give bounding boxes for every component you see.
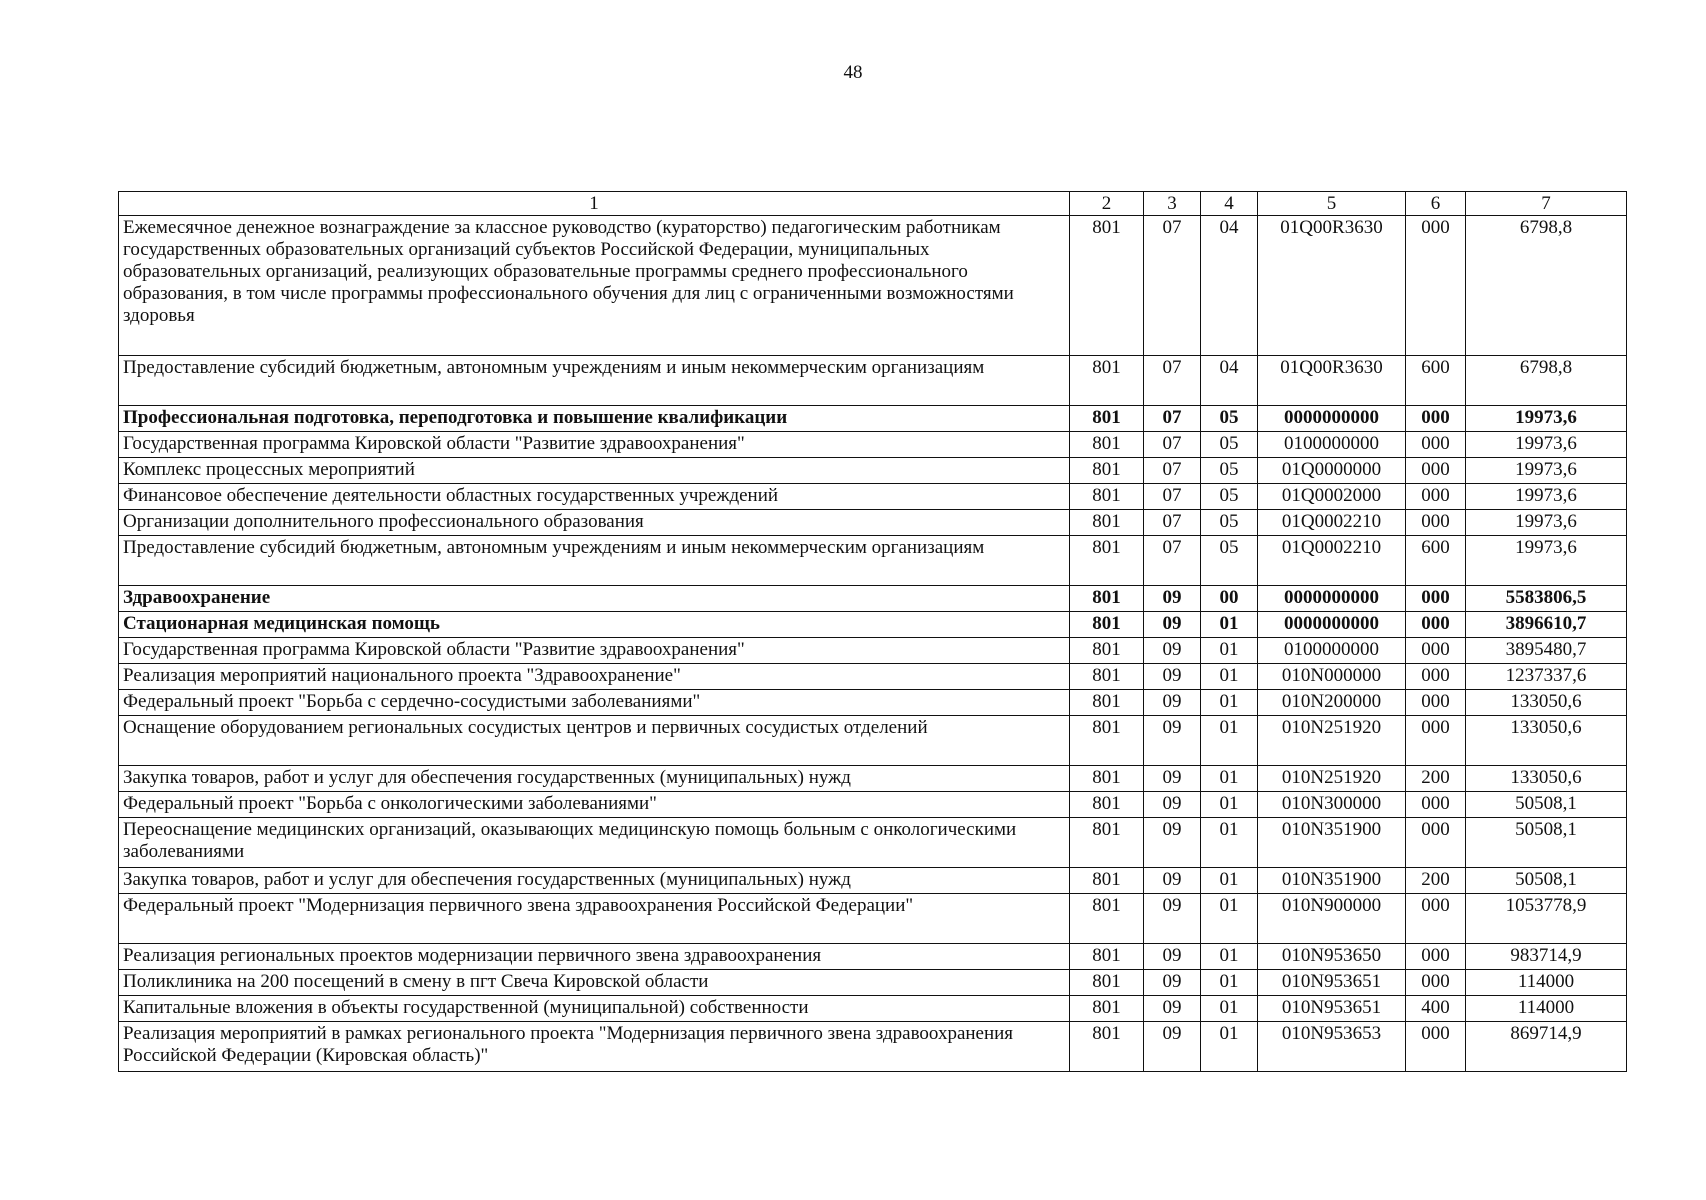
row-name-cell: Здравоохранение [119, 586, 1070, 612]
row-name-cell: Стационарная медицинская помощь [119, 612, 1070, 638]
row-admin-code-cell: 801 [1070, 944, 1144, 970]
table-row [119, 356, 1627, 406]
header-cell: 4 [1201, 192, 1258, 216]
row-target-code-cell: 01Q0002210 [1258, 536, 1406, 586]
table-row [119, 536, 1627, 586]
table-row [119, 638, 1627, 664]
row-section-cell: 09 [1144, 894, 1201, 944]
row-section-cell: 09 [1144, 612, 1201, 638]
table-row [119, 484, 1627, 510]
row-subsection-cell: 01 [1201, 868, 1258, 894]
table-body [119, 192, 1627, 1072]
row-expense-type-cell: 600 [1406, 356, 1466, 406]
row-section-cell: 07 [1144, 510, 1201, 536]
table-row [119, 510, 1627, 536]
table-row [119, 432, 1627, 458]
row-target-code-cell: 01Q00R3630 [1258, 216, 1406, 356]
row-admin-code-cell: 801 [1070, 664, 1144, 690]
row-name-cell: Государственная программа Кировской области "Развитие здравоохранения" [119, 638, 1070, 664]
row-name-cell: Предоставление субсидий бюджетным, автономным учреждениям и иным некоммерческим организациям [119, 536, 1070, 586]
row-expense-type-cell: 000 [1406, 1022, 1466, 1072]
row-target-code-cell: 010N200000 [1258, 690, 1406, 716]
row-section-cell: 07 [1144, 458, 1201, 484]
row-amount-cell: 3895480,7 [1466, 638, 1627, 664]
row-section-cell: 07 [1144, 536, 1201, 586]
row-expense-type-cell: 000 [1406, 406, 1466, 432]
row-admin-code-cell: 801 [1070, 484, 1144, 510]
row-section-cell: 09 [1144, 586, 1201, 612]
row-name-cell: Предоставление субсидий бюджетным, автономным учреждениям и иным некоммерческим организациям [119, 356, 1070, 406]
row-name-cell: Федеральный проект "Борьба с онкологическими заболеваниями" [119, 792, 1070, 818]
row-name-cell: Реализация региональных проектов модернизации первичного звена здравоохранения [119, 944, 1070, 970]
table-row [119, 894, 1627, 944]
row-admin-code-cell: 801 [1070, 356, 1144, 406]
row-amount-cell: 19973,6 [1466, 510, 1627, 536]
row-expense-type-cell: 000 [1406, 432, 1466, 458]
row-section-cell: 09 [1144, 716, 1201, 766]
row-expense-type-cell: 600 [1406, 536, 1466, 586]
row-expense-type-cell: 200 [1406, 766, 1466, 792]
row-subsection-cell: 01 [1201, 612, 1258, 638]
row-target-code-cell: 010N953651 [1258, 996, 1406, 1022]
row-target-code-cell: 01Q0002000 [1258, 484, 1406, 510]
row-subsection-cell: 01 [1201, 1022, 1258, 1072]
table-row [119, 716, 1627, 766]
row-amount-cell: 19973,6 [1466, 432, 1627, 458]
row-name-cell: Ежемесячное денежное вознаграждение за классное руководство (кураторство) педагогическим работникам государственных образовательных организаций субъектов Российской Федерации, муниципальных образовательных организаций, реализующих образовательные программы среднего профессионального образования, в том числе программы профессионального обучения для лиц с ограниченными возможностями здоровья [119, 216, 1070, 356]
table-row [119, 690, 1627, 716]
table-row [119, 216, 1627, 356]
row-amount-cell: 19973,6 [1466, 458, 1627, 484]
table-row [119, 586, 1627, 612]
row-subsection-cell: 05 [1201, 536, 1258, 586]
row-amount-cell: 19973,6 [1466, 536, 1627, 586]
row-subsection-cell: 01 [1201, 894, 1258, 944]
row-section-cell: 09 [1144, 944, 1201, 970]
row-section-cell: 07 [1144, 356, 1201, 406]
table-row [119, 944, 1627, 970]
row-expense-type-cell: 000 [1406, 586, 1466, 612]
row-target-code-cell: 01Q0002210 [1258, 510, 1406, 536]
table-row [119, 766, 1627, 792]
row-target-code-cell: 0000000000 [1258, 586, 1406, 612]
row-amount-cell: 114000 [1466, 996, 1627, 1022]
row-amount-cell: 19973,6 [1466, 484, 1627, 510]
row-subsection-cell: 01 [1201, 664, 1258, 690]
row-target-code-cell: 010N900000 [1258, 894, 1406, 944]
row-target-code-cell: 010N953650 [1258, 944, 1406, 970]
row-target-code-cell: 0100000000 [1258, 432, 1406, 458]
row-amount-cell: 869714,9 [1466, 1022, 1627, 1072]
row-admin-code-cell: 801 [1070, 406, 1144, 432]
table-row [119, 792, 1627, 818]
row-expense-type-cell: 000 [1406, 894, 1466, 944]
row-name-cell: Профессиональная подготовка, переподготовка и повышение квалификации [119, 406, 1070, 432]
row-subsection-cell: 05 [1201, 510, 1258, 536]
row-name-cell: Капитальные вложения в объекты государственной (муниципальной) собственности [119, 996, 1070, 1022]
row-section-cell: 07 [1144, 432, 1201, 458]
row-subsection-cell: 01 [1201, 818, 1258, 868]
row-section-cell: 09 [1144, 664, 1201, 690]
row-expense-type-cell: 000 [1406, 690, 1466, 716]
row-admin-code-cell: 801 [1070, 792, 1144, 818]
row-amount-cell: 983714,9 [1466, 944, 1627, 970]
page-number: 48 [843, 62, 863, 83]
row-admin-code-cell: 801 [1070, 894, 1144, 944]
row-admin-code-cell: 801 [1070, 432, 1144, 458]
row-admin-code-cell: 801 [1070, 612, 1144, 638]
table-row [119, 818, 1627, 868]
row-admin-code-cell: 801 [1070, 716, 1144, 766]
table-row [119, 996, 1627, 1022]
row-expense-type-cell: 000 [1406, 664, 1466, 690]
row-expense-type-cell: 000 [1406, 484, 1466, 510]
table-header-row [119, 192, 1627, 216]
header-cell: 5 [1258, 192, 1406, 216]
row-target-code-cell: 010N251920 [1258, 766, 1406, 792]
row-amount-cell: 114000 [1466, 970, 1627, 996]
row-name-cell: Закупка товаров, работ и услуг для обеспечения государственных (муниципальных) нужд [119, 868, 1070, 894]
row-expense-type-cell: 000 [1406, 458, 1466, 484]
row-target-code-cell: 010N953653 [1258, 1022, 1406, 1072]
row-expense-type-cell: 000 [1406, 792, 1466, 818]
row-admin-code-cell: 801 [1070, 216, 1144, 356]
row-expense-type-cell: 000 [1406, 716, 1466, 766]
row-section-cell: 09 [1144, 970, 1201, 996]
row-target-code-cell: 0100000000 [1258, 638, 1406, 664]
row-expense-type-cell: 000 [1406, 510, 1466, 536]
row-subsection-cell: 01 [1201, 766, 1258, 792]
row-subsection-cell: 05 [1201, 484, 1258, 510]
row-expense-type-cell: 000 [1406, 944, 1466, 970]
row-subsection-cell: 01 [1201, 638, 1258, 664]
row-section-cell: 07 [1144, 216, 1201, 356]
row-target-code-cell: 0000000000 [1258, 612, 1406, 638]
row-section-cell: 09 [1144, 868, 1201, 894]
budget-table [118, 191, 1627, 1072]
row-admin-code-cell: 801 [1070, 766, 1144, 792]
row-admin-code-cell: 801 [1070, 1022, 1144, 1072]
header-cell: 2 [1070, 192, 1144, 216]
row-amount-cell: 1237337,6 [1466, 664, 1627, 690]
row-section-cell: 09 [1144, 1022, 1201, 1072]
row-amount-cell: 133050,6 [1466, 690, 1627, 716]
row-name-cell: Организации дополнительного профессионального образования [119, 510, 1070, 536]
row-admin-code-cell: 801 [1070, 996, 1144, 1022]
header-cell: 1 [119, 192, 1070, 216]
row-admin-code-cell: 801 [1070, 586, 1144, 612]
row-expense-type-cell: 000 [1406, 970, 1466, 996]
row-name-cell: Реализация мероприятий в рамках регионального проекта "Модернизация первичного звена здравоохранения Российской Федерации (Кировская область)" [119, 1022, 1070, 1072]
row-target-code-cell: 010N351900 [1258, 818, 1406, 868]
row-expense-type-cell: 200 [1406, 868, 1466, 894]
row-admin-code-cell: 801 [1070, 868, 1144, 894]
row-section-cell: 09 [1144, 766, 1201, 792]
header-cell: 7 [1466, 192, 1627, 216]
row-section-cell: 09 [1144, 792, 1201, 818]
row-admin-code-cell: 801 [1070, 970, 1144, 996]
row-section-cell: 09 [1144, 996, 1201, 1022]
row-admin-code-cell: 801 [1070, 690, 1144, 716]
row-admin-code-cell: 801 [1070, 536, 1144, 586]
row-target-code-cell: 010N300000 [1258, 792, 1406, 818]
row-name-cell: Оснащение оборудованием региональных сосудистых центров и первичных сосудистых отделений [119, 716, 1070, 766]
row-subsection-cell: 01 [1201, 716, 1258, 766]
row-expense-type-cell: 000 [1406, 216, 1466, 356]
row-expense-type-cell: 400 [1406, 996, 1466, 1022]
row-target-code-cell: 010N000000 [1258, 664, 1406, 690]
row-name-cell: Реализация мероприятий национального проекта "Здравоохранение" [119, 664, 1070, 690]
row-subsection-cell: 05 [1201, 406, 1258, 432]
row-subsection-cell: 05 [1201, 432, 1258, 458]
row-subsection-cell: 01 [1201, 970, 1258, 996]
row-name-cell: Федеральный проект "Борьба с сердечно-сосудистыми заболеваниями" [119, 690, 1070, 716]
row-expense-type-cell: 000 [1406, 818, 1466, 868]
row-name-cell: Поликлиника на 200 посещений в смену в пгт Свеча Кировской области [119, 970, 1070, 996]
row-amount-cell: 3896610,7 [1466, 612, 1627, 638]
table-row [119, 406, 1627, 432]
header-cell: 6 [1406, 192, 1466, 216]
table-row [119, 458, 1627, 484]
row-name-cell: Комплекс процессных мероприятий [119, 458, 1070, 484]
row-target-code-cell: 01Q0000000 [1258, 458, 1406, 484]
row-name-cell: Федеральный проект "Модернизация первичного звена здравоохранения Российской Федерации" [119, 894, 1070, 944]
row-amount-cell: 1053778,9 [1466, 894, 1627, 944]
row-target-code-cell: 010N351900 [1258, 868, 1406, 894]
row-amount-cell: 50508,1 [1466, 868, 1627, 894]
row-name-cell: Закупка товаров, работ и услуг для обеспечения государственных (муниципальных) нужд [119, 766, 1070, 792]
row-admin-code-cell: 801 [1070, 510, 1144, 536]
row-amount-cell: 6798,8 [1466, 216, 1627, 356]
row-subsection-cell: 04 [1201, 216, 1258, 356]
row-name-cell: Финансовое обеспечение деятельности областных государственных учреждений [119, 484, 1070, 510]
row-admin-code-cell: 801 [1070, 638, 1144, 664]
row-target-code-cell: 010N953651 [1258, 970, 1406, 996]
row-amount-cell: 50508,1 [1466, 792, 1627, 818]
row-admin-code-cell: 801 [1070, 818, 1144, 868]
row-expense-type-cell: 000 [1406, 612, 1466, 638]
row-amount-cell: 6798,8 [1466, 356, 1627, 406]
row-amount-cell: 133050,6 [1466, 766, 1627, 792]
row-subsection-cell: 00 [1201, 586, 1258, 612]
row-target-code-cell: 0000000000 [1258, 406, 1406, 432]
row-amount-cell: 5583806,5 [1466, 586, 1627, 612]
row-subsection-cell: 01 [1201, 792, 1258, 818]
row-name-cell: Переоснащение медицинских организаций, оказывающих медицинскую помощь больным с онкологическими заболеваниями [119, 818, 1070, 868]
row-section-cell: 09 [1144, 638, 1201, 664]
row-target-code-cell: 010N251920 [1258, 716, 1406, 766]
row-subsection-cell: 05 [1201, 458, 1258, 484]
row-expense-type-cell: 000 [1406, 638, 1466, 664]
row-section-cell: 09 [1144, 818, 1201, 868]
row-amount-cell: 133050,6 [1466, 716, 1627, 766]
row-subsection-cell: 01 [1201, 996, 1258, 1022]
table-row [119, 970, 1627, 996]
header-cell: 3 [1144, 192, 1201, 216]
row-name-cell: Государственная программа Кировской области "Развитие здравоохранения" [119, 432, 1070, 458]
row-subsection-cell: 01 [1201, 690, 1258, 716]
table-row [119, 664, 1627, 690]
row-subsection-cell: 04 [1201, 356, 1258, 406]
row-admin-code-cell: 801 [1070, 458, 1144, 484]
row-subsection-cell: 01 [1201, 944, 1258, 970]
table-row [119, 612, 1627, 638]
row-section-cell: 07 [1144, 484, 1201, 510]
table-row [119, 868, 1627, 894]
row-target-code-cell: 01Q00R3630 [1258, 356, 1406, 406]
row-amount-cell: 19973,6 [1466, 406, 1627, 432]
row-section-cell: 07 [1144, 406, 1201, 432]
row-section-cell: 09 [1144, 690, 1201, 716]
row-amount-cell: 50508,1 [1466, 818, 1627, 868]
table-row [119, 1022, 1627, 1072]
